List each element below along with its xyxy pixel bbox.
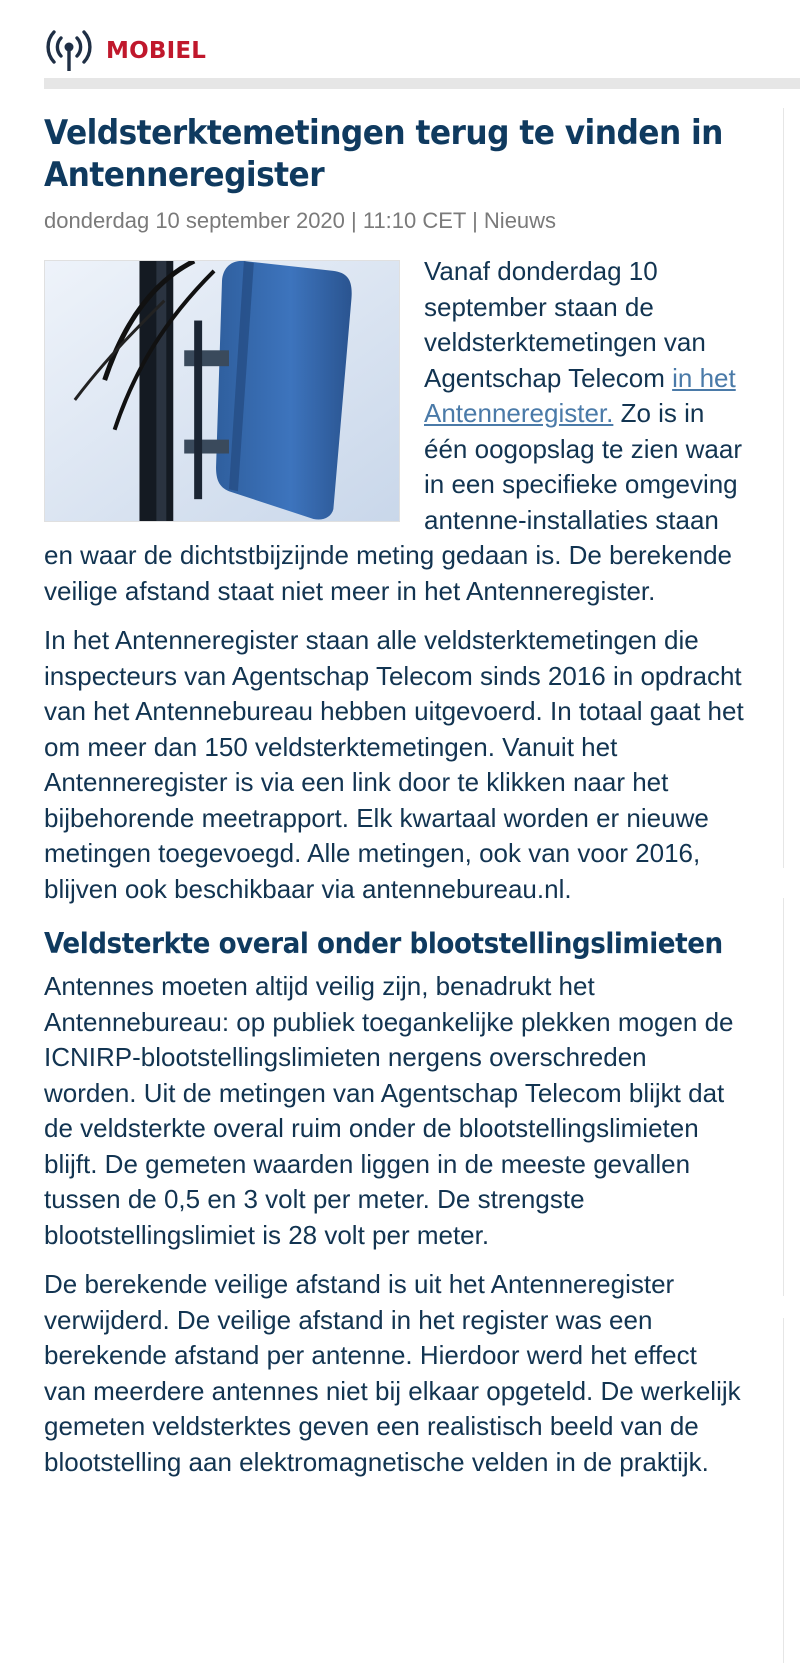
side-panel-edge bbox=[783, 108, 800, 868]
section-label[interactable]: MOBIEL bbox=[106, 38, 207, 64]
paragraph: Antennes moeten altijd veilig zijn, benadrukt het Antennebureau: op publiek toegankelijke plekken mogen de ICNIRP-blootstellingslimieten nergens overschreden worden. Uit de metingen van Agentschap Telecom blijkt dat de veldsterkte overal ruim onder de blootstellingslimieten blijft. De gemeten waarden liggen in de meeste gevallen tussen de 0,5 en 3 volt per meter. De strengste blootstellingslimiet is 28 volt per meter. bbox=[44, 971, 734, 1250]
section-header[interactable] bbox=[44, 28, 206, 74]
article-subheading: Veldsterkte overal onder blootstellingslimieten bbox=[44, 927, 723, 960]
antenna-signal-icon bbox=[44, 29, 94, 73]
article-title: Veldsterktemetingen terug te vinden in Antenneregister bbox=[44, 113, 723, 195]
header-divider bbox=[44, 78, 800, 89]
paragraph: In het Antenneregister staan alle veldsterktemetingen die inspecteurs van Agentschap Telecom sinds 2016 in opdracht van het Antennebureau hebben uitgevoerd. In totaal gaat het om meer dan 150 veldsterktemetingen. Vanuit het Antenneregister is via een link door te klikken naar het bijbehorende meetrapport. Elk kwartaal worden er nieuwe metingen toegevoegd. Alle metingen, ook van voor 2016, blijven ook beschikbaar via antennebureau.nl. bbox=[44, 625, 744, 904]
antenneregister-link[interactable]: in het Antenneregister. bbox=[424, 362, 736, 428]
article bbox=[44, 112, 744, 1494]
side-panel-edge bbox=[783, 1318, 800, 1663]
article-meta: donderdag 10 september 2020 | 11:10 CET | Nieuws bbox=[44, 208, 557, 233]
article-body bbox=[44, 254, 744, 1480]
antenna-photo bbox=[44, 260, 400, 522]
paragraph: De berekende veilige afstand is uit het Antenneregister verwijderd. De veilige afstand in het register was een berekende afstand per antenne. Hierdoor werd het effect van meerdere antennes niet bij elkaar opgeteld. De werkelijk gemeten veldsterktes geven een realistisch beeld van de blootstelling aan elektromagnetische velden in de praktijk. bbox=[44, 1269, 741, 1477]
side-panel-edge bbox=[783, 898, 800, 1296]
paragraph: Vanaf donderdag 10 september staan de veldsterktemetingen van Agentschap Telecom in het Antenneregister. Zo is in één oogopslag te zien waar in een specifieke omgeving antenne-installaties staan en waar de dichtstbijzijnde meting gedaan is. De berekende veilige afstand staat niet meer in het Antenneregister. bbox=[44, 256, 743, 606]
